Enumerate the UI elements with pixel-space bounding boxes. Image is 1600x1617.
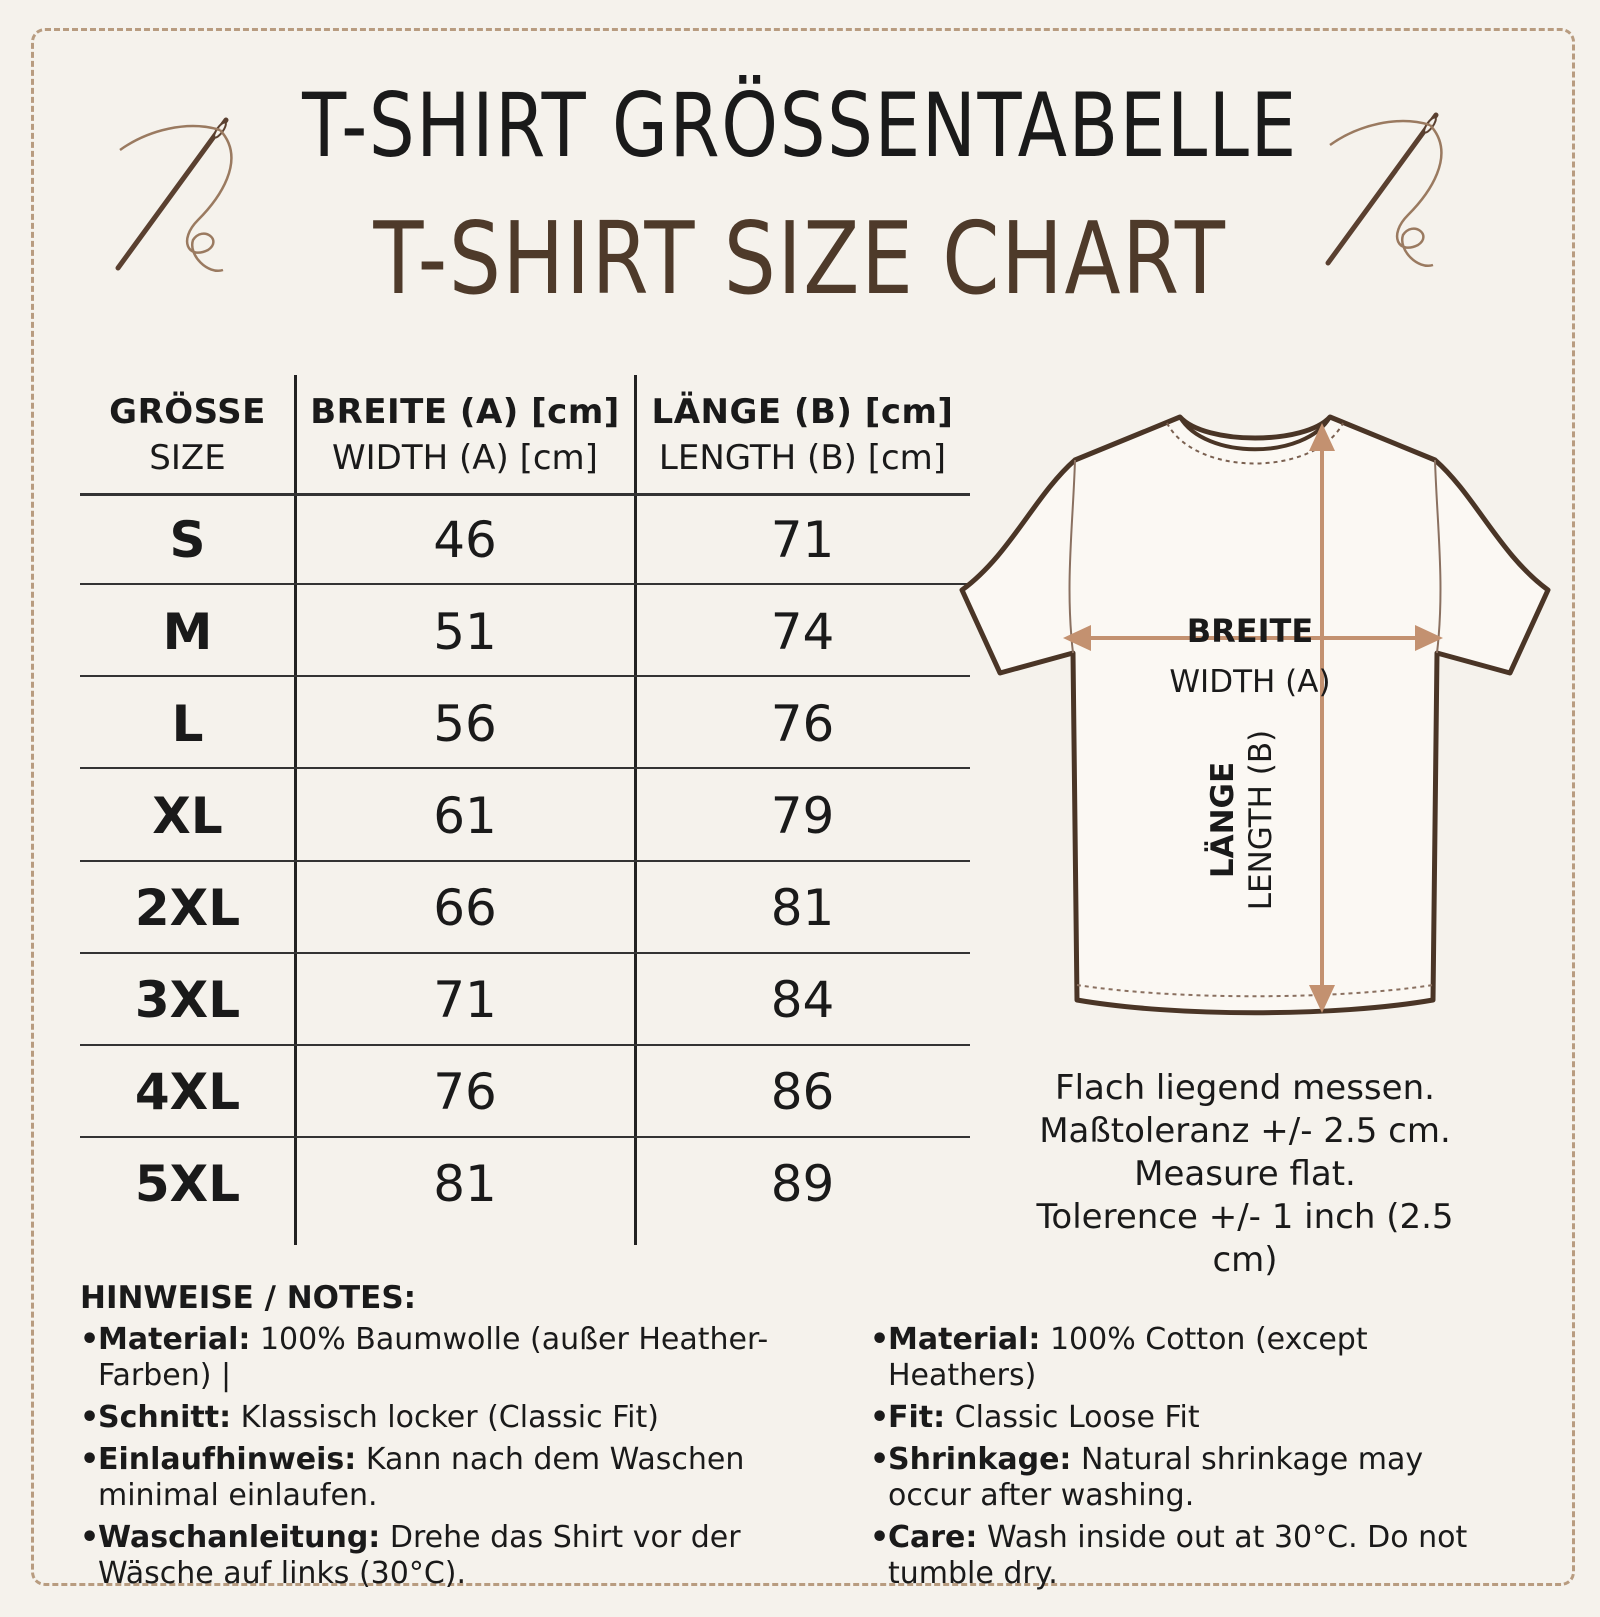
size-cell: 5XL: [134, 1155, 241, 1213]
size-cell: 2XL: [134, 879, 241, 937]
header-width-en: WIDTH (A) [cm]: [332, 438, 598, 478]
measure-note: [1010, 1067, 1480, 1282]
width-cell: 51: [433, 603, 497, 661]
note-text: Classic Loose Fit: [954, 1400, 1200, 1435]
note-item: • Material: 100% Cotton (except Heathers): [870, 1322, 1368, 1393]
length-cell: 86: [770, 1063, 835, 1121]
notes-title: HINWEISE / NOTES:: [80, 1280, 417, 1316]
width-label-en: WIDTH (A): [1169, 664, 1331, 700]
length-cell: 84: [770, 971, 835, 1029]
length-label-de: LÄNGE: [1205, 761, 1241, 879]
table-row: [80, 954, 970, 1046]
length-label-en: LENGTH (B): [1243, 729, 1279, 911]
note-text: 100% Baumwolle (außer Heather-Farben): [98, 1322, 769, 1393]
length-cell: 71: [770, 511, 835, 569]
header-length-de: LÄNGE (B) [cm]: [651, 392, 954, 432]
table-row: [80, 1046, 970, 1138]
measure-line: Flach liegend messen.: [1055, 1068, 1435, 1108]
note-text: Natural shrinkage may occur after washing.: [888, 1442, 1424, 1513]
note-text: Kann nach dem Waschen minimal einlaufen.: [98, 1442, 745, 1513]
header-size-de: GRÖSSE: [109, 392, 266, 432]
length-labels: [1205, 700, 1279, 940]
measure-line: Maßtoleranz +/- 2.5 cm.: [1039, 1111, 1451, 1151]
table-row: [80, 494, 970, 586]
width-cell: 71: [433, 971, 497, 1029]
table-row: [80, 678, 970, 770]
length-cell: 74: [770, 603, 835, 661]
note-text: 100% Cotton (except Heathers): [888, 1322, 1368, 1393]
note-item: • Fit: Classic Loose Fit: [870, 1400, 1200, 1435]
table-row: [80, 586, 970, 678]
size-cell: L: [171, 695, 204, 753]
note-item: • Einlaufhinweis: Kann nach dem Waschen minimal einlaufen.: [80, 1442, 745, 1513]
length-cell: 81: [770, 879, 835, 937]
note-text: Wash inside out at 30°C. Do not tumble dry.: [888, 1520, 1468, 1591]
notes-german: [80, 1322, 860, 1598]
width-label-de: BREITE: [1186, 612, 1314, 650]
note-label: Material:: [98, 1322, 251, 1357]
length-cell: 89: [770, 1155, 835, 1213]
size-cell: S: [169, 511, 206, 569]
width-cell: 66: [433, 879, 497, 937]
length-cell: 76: [770, 695, 835, 753]
note-item: • Care: Wash inside out at 30°C. Do not tumble dry.: [870, 1520, 1468, 1591]
header-width-de: BREITE (A) [cm]: [310, 392, 620, 432]
note-item: • Shrinkage: Natural shrinkage may occur after washing.: [870, 1442, 1424, 1513]
width-cell: 81: [433, 1155, 497, 1213]
note-item: • Waschanleitung: Drehe das Shirt vor der Wäsche auf links (30°C).: [80, 1520, 741, 1591]
width-cell: 56: [433, 695, 497, 753]
header-size-en: SIZE: [149, 438, 226, 478]
width-cell: 61: [433, 787, 497, 845]
note-text: Drehe das Shirt vor der Wäsche auf links (30°C).: [98, 1520, 741, 1591]
note-label: Waschanleitung:: [98, 1520, 381, 1555]
size-cell: 4XL: [134, 1063, 241, 1121]
page-title: T-SHIRT GRÖSSENTABELLE: [302, 74, 1298, 177]
note-label: Care:: [888, 1520, 978, 1555]
size-cell: 3XL: [134, 971, 241, 1029]
note-label: Einlaufhinweis:: [98, 1442, 357, 1477]
note-item: • Material: 100% Baumwolle (außer Heather-Farben) |: [80, 1322, 769, 1393]
note-text: Klassisch locker (Classic Fit): [240, 1400, 659, 1435]
note-item: • Schnitt: Klassisch locker (Classic Fit): [80, 1400, 659, 1435]
width-cell: 76: [433, 1063, 497, 1121]
header-length-en: LENGTH (B) [cm]: [658, 438, 947, 478]
notes-english: [870, 1322, 1510, 1598]
note-separator: |: [220, 1358, 232, 1393]
size-cell: M: [162, 603, 213, 661]
length-cell: 79: [770, 787, 835, 845]
measure-line: Measure flat.: [1134, 1154, 1356, 1194]
page-subtitle: T-SHIRT SIZE CHART: [373, 200, 1227, 317]
measure-line: Tolerence +/- 1 inch (2.5 cm): [1036, 1197, 1454, 1280]
table-row: [80, 1138, 970, 1230]
size-cell: XL: [152, 787, 223, 845]
table-row: [80, 862, 970, 954]
note-label: Schnitt:: [98, 1400, 232, 1435]
note-label: Fit:: [888, 1400, 946, 1435]
note-label: Shrinkage:: [888, 1442, 1072, 1477]
width-cell: 46: [433, 511, 497, 569]
table-row: [80, 770, 970, 862]
note-label: Material:: [888, 1322, 1041, 1357]
